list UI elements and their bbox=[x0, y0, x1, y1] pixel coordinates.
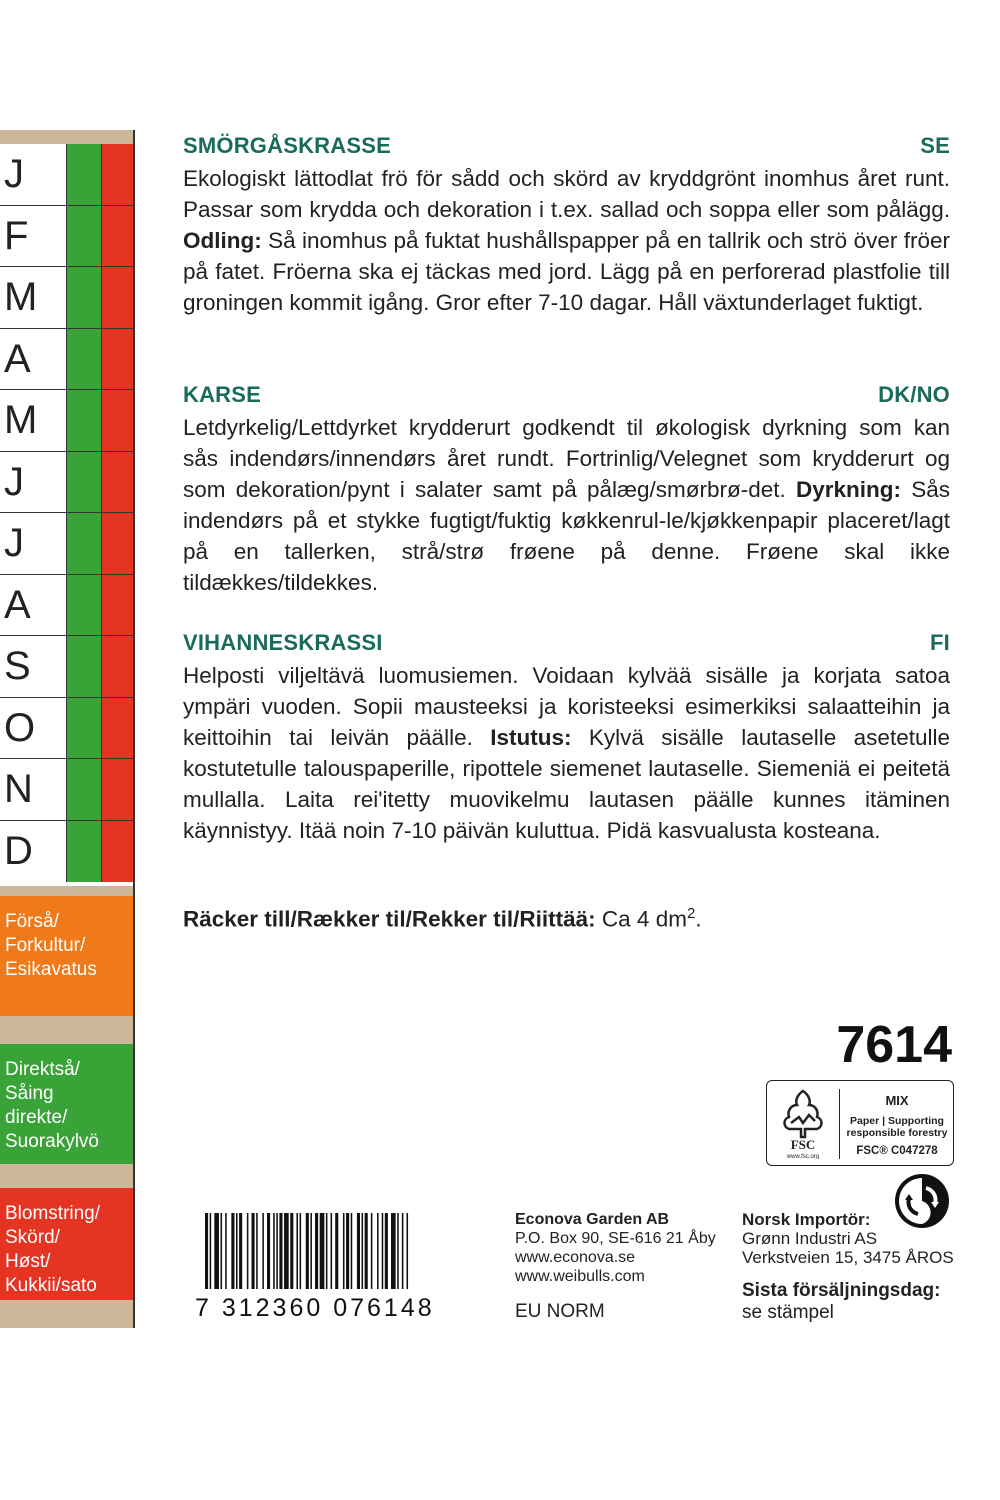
barcode-bar bbox=[382, 1213, 384, 1289]
company-name: Econova Garden AB bbox=[515, 1211, 670, 1228]
body-text: Letdyrkelig/Lettdyrket krydderurt godkendt til økologisk dyrkning som kan sås indendørs/innendørs året rundt. Fortrinlig/Velegnet som krydderurt og som dekoration/pynt i salater samt på pålæg/smørbrø-det. bbox=[183, 415, 950, 502]
last-sale-date bbox=[742, 1280, 940, 1324]
harvest-cell bbox=[102, 144, 133, 205]
legend-text: Blomstring/ bbox=[5, 1203, 101, 1224]
direct-sow-cell bbox=[67, 821, 102, 883]
harvest-cell bbox=[102, 206, 133, 267]
barcode-bar bbox=[346, 1213, 349, 1289]
barcode-bar bbox=[371, 1213, 373, 1289]
month-letter: M bbox=[0, 390, 67, 451]
kraft-band bbox=[0, 130, 135, 144]
legend-text: Direktså/ bbox=[5, 1059, 80, 1080]
legend-text: Såing bbox=[5, 1083, 54, 1104]
barcode-bar bbox=[205, 1213, 208, 1289]
section-heading bbox=[183, 630, 950, 660]
legend-text: Kukkii/sato bbox=[5, 1275, 97, 1296]
fsc-logo-text: FSC bbox=[790, 1137, 816, 1152]
barcode-bar bbox=[310, 1213, 312, 1289]
section-danish-norwegian bbox=[183, 382, 950, 598]
company-info bbox=[515, 1210, 716, 1286]
section-title: SMÖRGÅSKRASSE bbox=[183, 133, 391, 158]
legend-harvest bbox=[0, 1188, 133, 1300]
barcode-bar bbox=[225, 1213, 227, 1289]
barcode-bar bbox=[357, 1213, 360, 1289]
importer-name: Grønn Industri AS bbox=[742, 1229, 878, 1248]
harvest-cell bbox=[102, 636, 133, 697]
section-heading bbox=[183, 382, 950, 412]
body-text: Så inomhus på fuktat hushållspapper på en tallrik och strö över fröer på fatet. Fröerna ska ej täckas med jord. Lägg på en perforerad plastfolie till groningen kommit igång. Gror efter 7-10 dagar. Håll växtunderlaget fuktigt. bbox=[183, 228, 950, 315]
body-bold-label: Istutus: bbox=[490, 725, 572, 750]
month-row bbox=[0, 698, 133, 760]
month-letter: A bbox=[0, 575, 67, 636]
fsc-desc-line: Paper | Supporting bbox=[850, 1115, 944, 1127]
direct-sow-cell bbox=[67, 390, 102, 451]
harvest-cell bbox=[102, 575, 133, 636]
barcode-bar bbox=[262, 1213, 264, 1289]
company-address: P.O. Box 90, SE-616 21 Åby bbox=[515, 1230, 716, 1247]
month-row bbox=[0, 821, 133, 883]
direct-sow-cell bbox=[67, 144, 102, 205]
importer-title: Norsk Importör: bbox=[742, 1210, 871, 1229]
harvest-cell bbox=[102, 513, 133, 574]
fsc-label bbox=[766, 1080, 954, 1166]
fsc-description bbox=[843, 1115, 951, 1139]
direct-sow-cell bbox=[67, 513, 102, 574]
fsc-divider bbox=[839, 1089, 840, 1159]
month-calendar bbox=[0, 144, 133, 882]
barcode-bar bbox=[210, 1213, 212, 1289]
barcode-bar bbox=[377, 1213, 379, 1289]
section-title: VIHANNESKRASSI bbox=[183, 630, 383, 655]
month-row bbox=[0, 759, 133, 821]
direct-sow-cell bbox=[67, 636, 102, 697]
barcode-bar bbox=[362, 1213, 364, 1289]
direct-sow-cell bbox=[67, 206, 102, 267]
barcode-bar bbox=[284, 1213, 289, 1289]
harvest-cell bbox=[102, 821, 133, 883]
coverage-exponent: 2 bbox=[686, 905, 696, 922]
barcode-bar bbox=[343, 1213, 345, 1289]
month-letter: N bbox=[0, 759, 67, 820]
month-letter: F bbox=[0, 206, 67, 267]
month-row bbox=[0, 390, 133, 452]
barcode-bar bbox=[276, 1213, 278, 1289]
kraft-band bbox=[0, 1164, 135, 1188]
direct-sow-cell bbox=[67, 329, 102, 390]
month-row bbox=[0, 575, 133, 637]
barcode-bar bbox=[315, 1213, 318, 1289]
body-text: Sås indendørs på et stykke fugtigt/fuktig køkkenrul-le/kjøkkenpapir placeret/lagt på en tallerken, strå/strø frøene på denne. Frøene skal ikke tildækkes/tildekkes. bbox=[183, 477, 951, 595]
eu-norm: EU NORM bbox=[515, 1301, 605, 1322]
company-web: www.weibulls.com bbox=[515, 1268, 645, 1285]
month-letter: J bbox=[0, 452, 67, 513]
barcode-bar bbox=[267, 1213, 270, 1289]
harvest-cell bbox=[102, 267, 133, 328]
legend-text: Skörd/ bbox=[5, 1227, 60, 1248]
legend-direct-sow bbox=[0, 1044, 133, 1164]
section-heading bbox=[183, 133, 950, 163]
last-sale-value: se stämpel bbox=[742, 1302, 834, 1323]
barcode-bar bbox=[221, 1213, 223, 1289]
month-row bbox=[0, 267, 133, 329]
barcode-bar bbox=[385, 1213, 388, 1289]
barcode-bar bbox=[273, 1213, 275, 1289]
section-body bbox=[183, 660, 950, 846]
barcode-bar bbox=[306, 1213, 309, 1289]
importer-address: Verkstveien 15, 3475 ÅROS bbox=[742, 1248, 954, 1267]
language-code: FI bbox=[930, 630, 950, 655]
strip-border bbox=[133, 130, 135, 1328]
coverage-label: Räcker till/Rækker til/Rekker til/Riittää: bbox=[183, 906, 596, 932]
fsc-url-text: www.fsc.org bbox=[786, 1154, 820, 1159]
fsc-code: FSC® C047278 bbox=[856, 1145, 938, 1157]
body-bold-label: Dyrkning: bbox=[796, 477, 902, 502]
direct-sow-cell bbox=[67, 452, 102, 513]
harvest-cell bbox=[102, 452, 133, 513]
section-swedish bbox=[183, 133, 950, 318]
barcode-bar bbox=[320, 1213, 325, 1289]
month-row bbox=[0, 452, 133, 514]
month-row bbox=[0, 636, 133, 698]
section-body bbox=[183, 412, 950, 598]
barcode-bar bbox=[391, 1213, 396, 1289]
barcode-bar bbox=[256, 1213, 258, 1289]
barcode-bar bbox=[397, 1213, 399, 1289]
direct-sow-cell bbox=[67, 267, 102, 328]
month-letter: M bbox=[0, 267, 67, 328]
barcode-bar bbox=[335, 1213, 338, 1289]
harvest-cell bbox=[102, 329, 133, 390]
fsc-mix: MIX bbox=[885, 1093, 909, 1108]
month-row bbox=[0, 206, 133, 268]
fsc-tree-logo-icon bbox=[775, 1087, 831, 1159]
language-code: DK/NO bbox=[878, 382, 950, 407]
direct-sow-cell bbox=[67, 698, 102, 759]
barcode-bar bbox=[296, 1213, 298, 1289]
month-letter: S bbox=[0, 636, 67, 697]
coverage-line bbox=[183, 905, 702, 933]
barcode-bar bbox=[214, 1213, 219, 1289]
month-letter: O bbox=[0, 698, 67, 759]
section-finnish bbox=[183, 630, 950, 846]
legend-text: Förså/ bbox=[5, 911, 59, 932]
direct-sow-cell bbox=[67, 759, 102, 820]
section-title: KARSE bbox=[183, 382, 262, 407]
sowing-calendar-strip bbox=[0, 130, 135, 1328]
barcode-bar bbox=[279, 1213, 282, 1289]
importer-info bbox=[742, 1210, 954, 1267]
harvest-cell bbox=[102, 390, 133, 451]
kraft-band bbox=[0, 886, 135, 896]
coverage-end: . bbox=[695, 906, 702, 932]
month-letter: J bbox=[0, 513, 67, 574]
barcode-bar bbox=[407, 1213, 409, 1289]
language-code: SE bbox=[920, 133, 950, 158]
direct-sow-cell bbox=[67, 575, 102, 636]
month-row bbox=[0, 144, 133, 206]
harvest-cell bbox=[102, 759, 133, 820]
fsc-desc-line: responsible forestry bbox=[846, 1127, 948, 1139]
legend-text: direkte/ bbox=[5, 1107, 68, 1128]
barcode-bar bbox=[290, 1213, 293, 1289]
product-code: 7614 bbox=[836, 1016, 952, 1074]
coverage-value: Ca 4 dm bbox=[595, 906, 687, 932]
barcode-bar bbox=[326, 1213, 328, 1289]
barcode-bar bbox=[239, 1213, 242, 1289]
month-row bbox=[0, 513, 133, 575]
harvest-cell bbox=[102, 698, 133, 759]
company-web: www.econova.se bbox=[515, 1249, 636, 1266]
month-row bbox=[0, 329, 133, 391]
body-text: Helposti viljeltävä luomusiemen. Voidaan kylvää sisälle ja korjata satoa ympäri vuoden. Sopii mausteeksi ja koristeeksi esimerkiksi salaatteihin ja keittoihin tai leivän päälle. bbox=[183, 663, 950, 750]
section-body bbox=[183, 163, 950, 318]
body-text: Kylvä sisälle lautaselle asetetulle kostutetulle talouspaperille, ripottele siemenet lautaselle. Siemeniä ei peitetä mullalla. Laita rei'itetty muovikelmu lautasen päälle kunnes itäminen käynnistyy. Itää noin 7-10 päivän kuluttua. Pidä kasvualusta kosteana. bbox=[183, 725, 950, 843]
month-letter: J bbox=[0, 144, 67, 205]
body-bold-label: Odling: bbox=[183, 228, 262, 253]
barcode-bar bbox=[247, 1213, 249, 1289]
month-letter: D bbox=[0, 821, 67, 883]
barcode-bar bbox=[300, 1213, 302, 1289]
barcode-bar bbox=[252, 1213, 255, 1289]
legend-presow bbox=[0, 896, 133, 1016]
kraft-band bbox=[0, 1016, 135, 1044]
barcode-bar bbox=[402, 1213, 404, 1289]
barcode-bar bbox=[351, 1213, 353, 1289]
legend-text: Esikavatus bbox=[5, 959, 97, 980]
kraft-band bbox=[0, 1300, 135, 1328]
barcode-number: 7 312360 076148 bbox=[195, 1294, 435, 1322]
legend-text: Forkultur/ bbox=[5, 935, 86, 956]
legend-text: Høst/ bbox=[5, 1251, 51, 1272]
barcode-bar bbox=[231, 1213, 234, 1289]
last-sale-title: Sista försäljningsdag: bbox=[742, 1280, 941, 1301]
barcode-bar bbox=[331, 1213, 333, 1289]
month-letter: A bbox=[0, 329, 67, 390]
legend-text: Suorakylvö bbox=[5, 1131, 99, 1152]
barcode-bar bbox=[365, 1213, 368, 1289]
barcode-bar bbox=[236, 1213, 238, 1289]
body-text: Ekologiskt lättodlat frö för sådd och skörd av kryddgrönt inomhus året runt. Passar som krydda och dekoration i t.ex. sallad och soppa eller som pålägg. bbox=[183, 166, 950, 222]
